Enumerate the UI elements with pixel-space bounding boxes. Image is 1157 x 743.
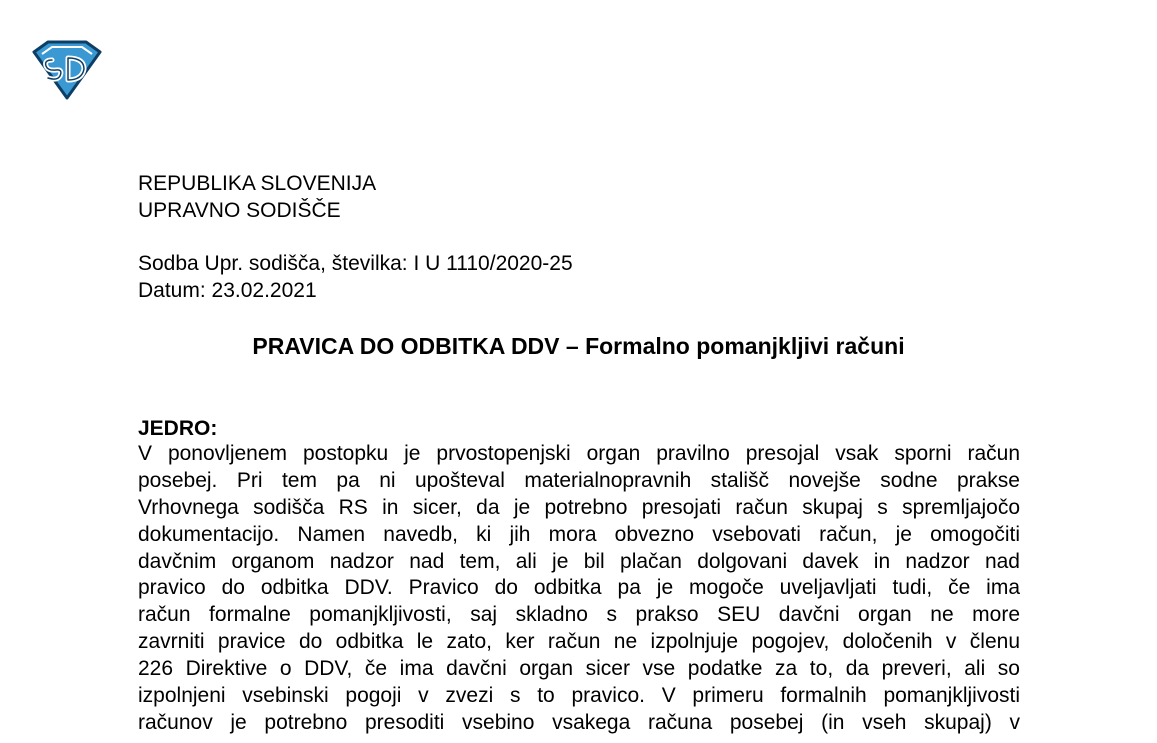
document-title: PRAVICA DO ODBITKA DDV – Formalno pomanjkljivi računi	[252, 333, 905, 359]
court-name: UPRAVNO SODIŠČE	[138, 199, 341, 222]
judgment-meta	[138, 250, 573, 304]
court-emblem-icon	[30, 38, 104, 100]
case-number: Sodba Upr. sodišča, številka: I U 1110/2020-25	[138, 252, 573, 275]
country-name: REPUBLIKA SLOVENIJA	[138, 172, 377, 195]
paragraph-line: račun formalne pomanjkljivosti, saj skladno s prakso SEU davčni organ ne more	[138, 603, 1020, 627]
paragraph-line: izpolnjeni vsebinski pogoji v zvezi s to pravico. V primeru formalnih pomanjkljivosti	[138, 684, 1020, 708]
paragraph-line: V ponovljenem postopku je prvostopenjski organ pravilno presojal vsak sporni račun	[138, 442, 1020, 465]
paragraph-line: pravico do odbitka DDV. Pravico do odbitka pa je mogoče uveljavljati tudi, če ima	[138, 576, 1020, 600]
paragraph-line: zavrniti pravice do odbitka le zato, ker račun ne izpolnjuje pogojev, določenih v členu	[138, 630, 1020, 654]
paragraph-line: dokumentacijo. Namen navedb, ki jih mora obvezno vsebovati račun, je omogočiti	[138, 522, 1020, 546]
court-logo	[30, 38, 104, 100]
summary-paragraph	[138, 441, 1020, 737]
paragraph-line: posebej. Pri tem pa ni upošteval materialnopravnih stališč novejše sodne prakse	[138, 468, 1020, 492]
paragraph-line: 226 Direktive o DDV, če ima davčni organ sicer vse podatke za to, da preveri, ali so	[138, 657, 1020, 681]
section-heading-jedro: JEDRO:	[138, 417, 218, 440]
paragraph-line: računov je potrebno presoditi vsebino vsakega računa posebej (in vseh skupaj) v	[138, 710, 1020, 734]
court-header	[138, 170, 376, 224]
paragraph-line: Vrhovnega sodišča RS in sicer, da je potrebno presojati račun skupaj s spremljajočo	[138, 495, 1020, 519]
judgment-date: Datum: 23.02.2021	[138, 279, 317, 302]
paragraph-line: davčnim organom nadzor nad tem, ali je bil plačan dolgovani davek in nadzor nad	[138, 549, 1020, 573]
